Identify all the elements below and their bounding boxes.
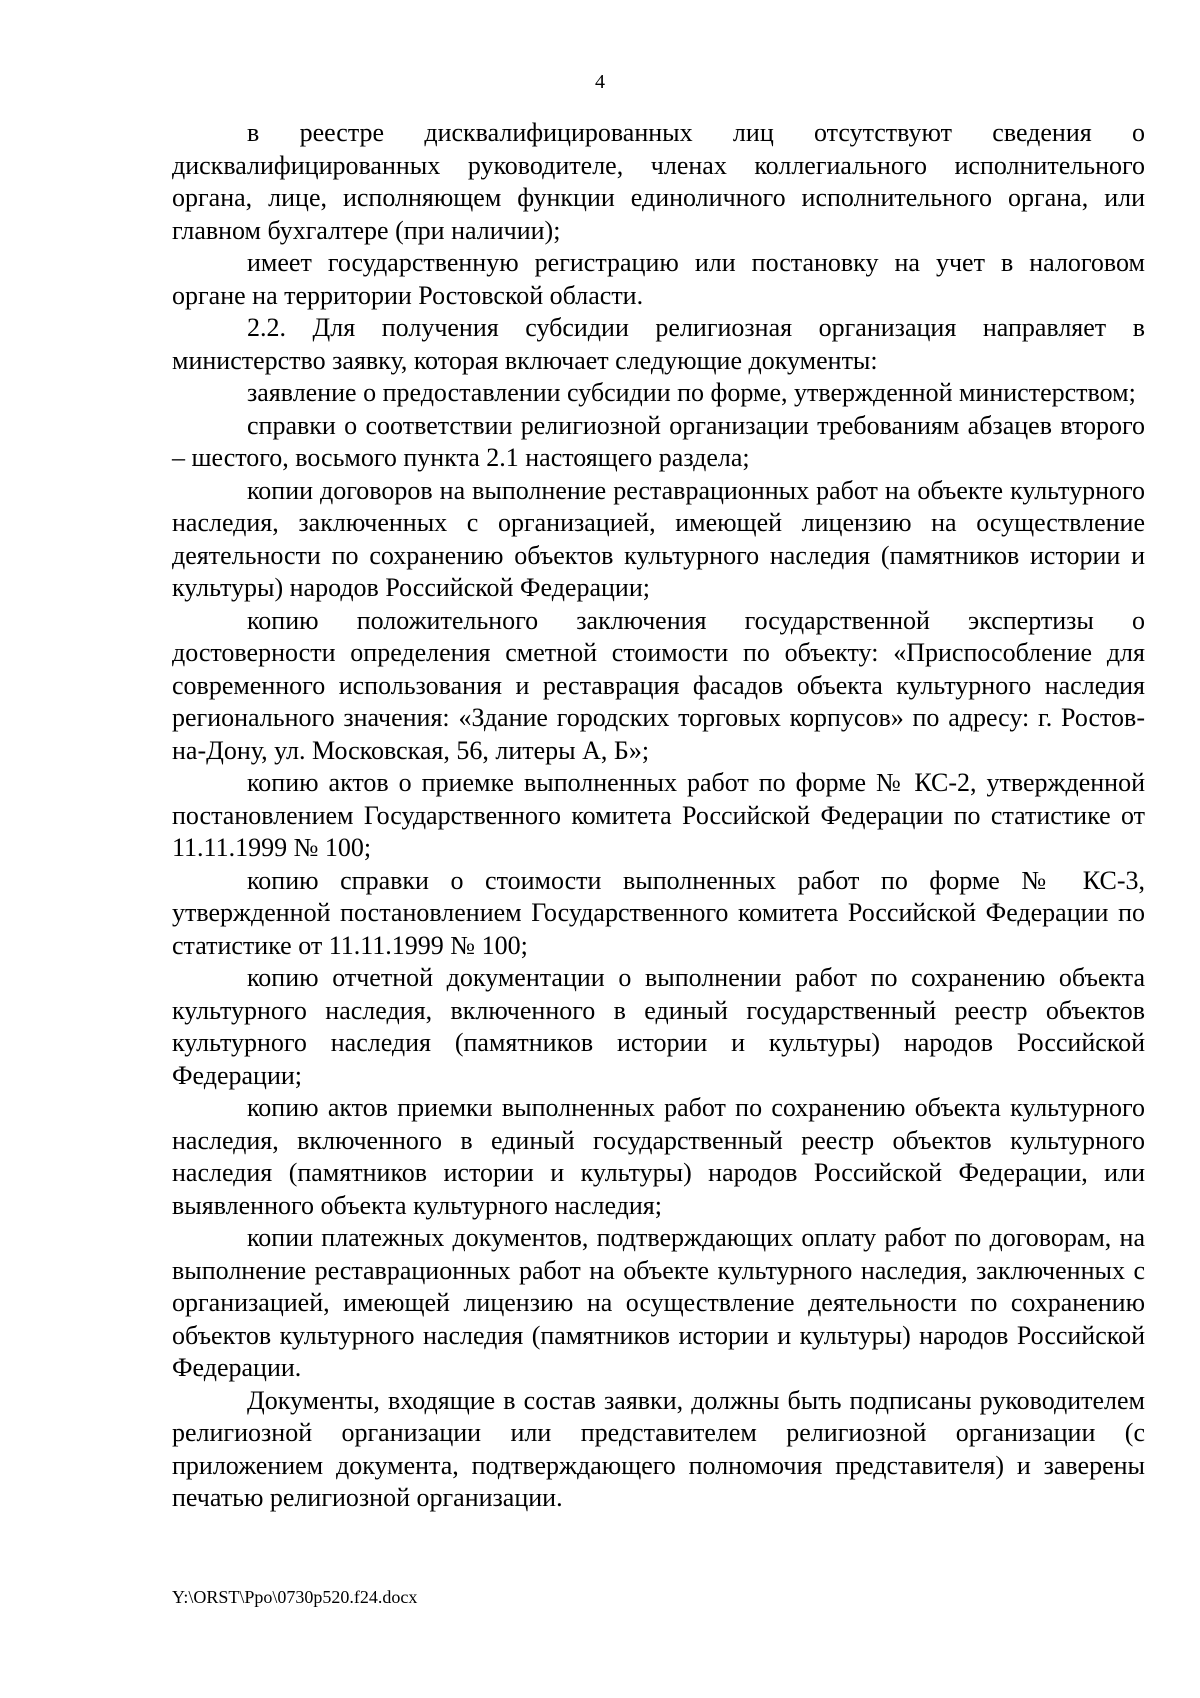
paragraph-disqualified-registry: в реестре дисквалифицированных лиц отсутствуют сведения о дисквалифицированных руководителе, членах коллегиального исполнительного органа, лице, исполняющем функции единоличного исполнительного органа, или главном бухгалтере (при наличии); [172, 118, 1145, 245]
paragraph-compliance-certificates: справки о соответствии религиозной организации требованиям абзацев второго – шестого, восьмого пункта 2.1 настоящего раздела; [172, 410, 1145, 472]
paragraph-2-2-application: 2.2. Для получения субсидии религиозная организация направляет в министерство заявку, которая включает следующие документы: [172, 313, 1145, 375]
paragraph-ks2-acts: копию актов о приемке выполненных работ по форме № КС-2, утвержденной постановлением Государственного комитета Российской Федерации по статистике от 11.11.1999 № 100; [172, 768, 1145, 862]
paragraph-state-registration: имеет государственную регистрацию или постановку на учет в налоговом органе на территории Ростовской области. [172, 248, 1145, 310]
paragraph-subsidy-statement: заявление о предоставлении субсидии по форме, утвержденной министерством; [247, 378, 1136, 407]
page-number: 4 [595, 71, 605, 93]
document-body [172, 117, 1145, 1515]
footer-file-path: Y:\ORST\Ppo\0730p520.f24.docx [172, 1587, 418, 1607]
paragraph-state-expertise: копию положительного заключения государственной экспертизы о достоверности определения сметной стоимости по объекту: «Приспособление для современного использования и реставрация фасадов объекта культурного наследия регионального значения: «Здание городских торговых корпусов» по адресу: г. Ростов-на-Дону, ул. Московская, 56, литеры А, Б»; [172, 605, 1145, 765]
paragraph-signature-requirements: Документы, входящие в состав заявки, должны быть подписаны руководителем религиозной организации или представителем религиозной организации (с приложением документа, подтверждающего полномочия представителя) и заверены печатью религиозной организации. [172, 1385, 1145, 1512]
paragraph-payment-documents: копии платежных документов, подтверждающих оплату работ по договорам, на выполнение реставрационных работ на объекте культурного наследия, заключенных с организацией, имеющей лицензию на осуществление деятельности по сохранению объектов культурного наследия (памятников истории и культуры) народов Российской Федерации. [172, 1223, 1145, 1382]
paragraph-restoration-contracts: копии договоров на выполнение реставрационных работ на объекте культурного наследия, заключенных с организацией, имеющей лицензию на осуществление деятельности по сохранению объектов культурного наследия (памятников истории и культуры) народов Российской Федерации; [172, 475, 1145, 602]
paragraph-ks3-certificate: копию справки о стоимости выполненных работ по форме № КС-3, утвержденной постановлением Государственного комитета Российской Федерации по статистике от 11.11.1999 № 100; [172, 865, 1145, 960]
paragraph-reporting-documentation: копию отчетной документации о выполнении работ по сохранению объекта культурного наследия, включенного в единый государственный реестр объектов культурного наследия (памятников истории и культуры) народов Российской Федерации; [172, 963, 1145, 1090]
paragraph-acceptance-acts: копию актов приемки выполненных работ по сохранению объекта культурного наследия, включенного в единый государственный реестр объектов культурного наследия (памятников истории и культуры) народов Российской Федерации, или выявленного объекта культурного наследия; [172, 1093, 1145, 1220]
